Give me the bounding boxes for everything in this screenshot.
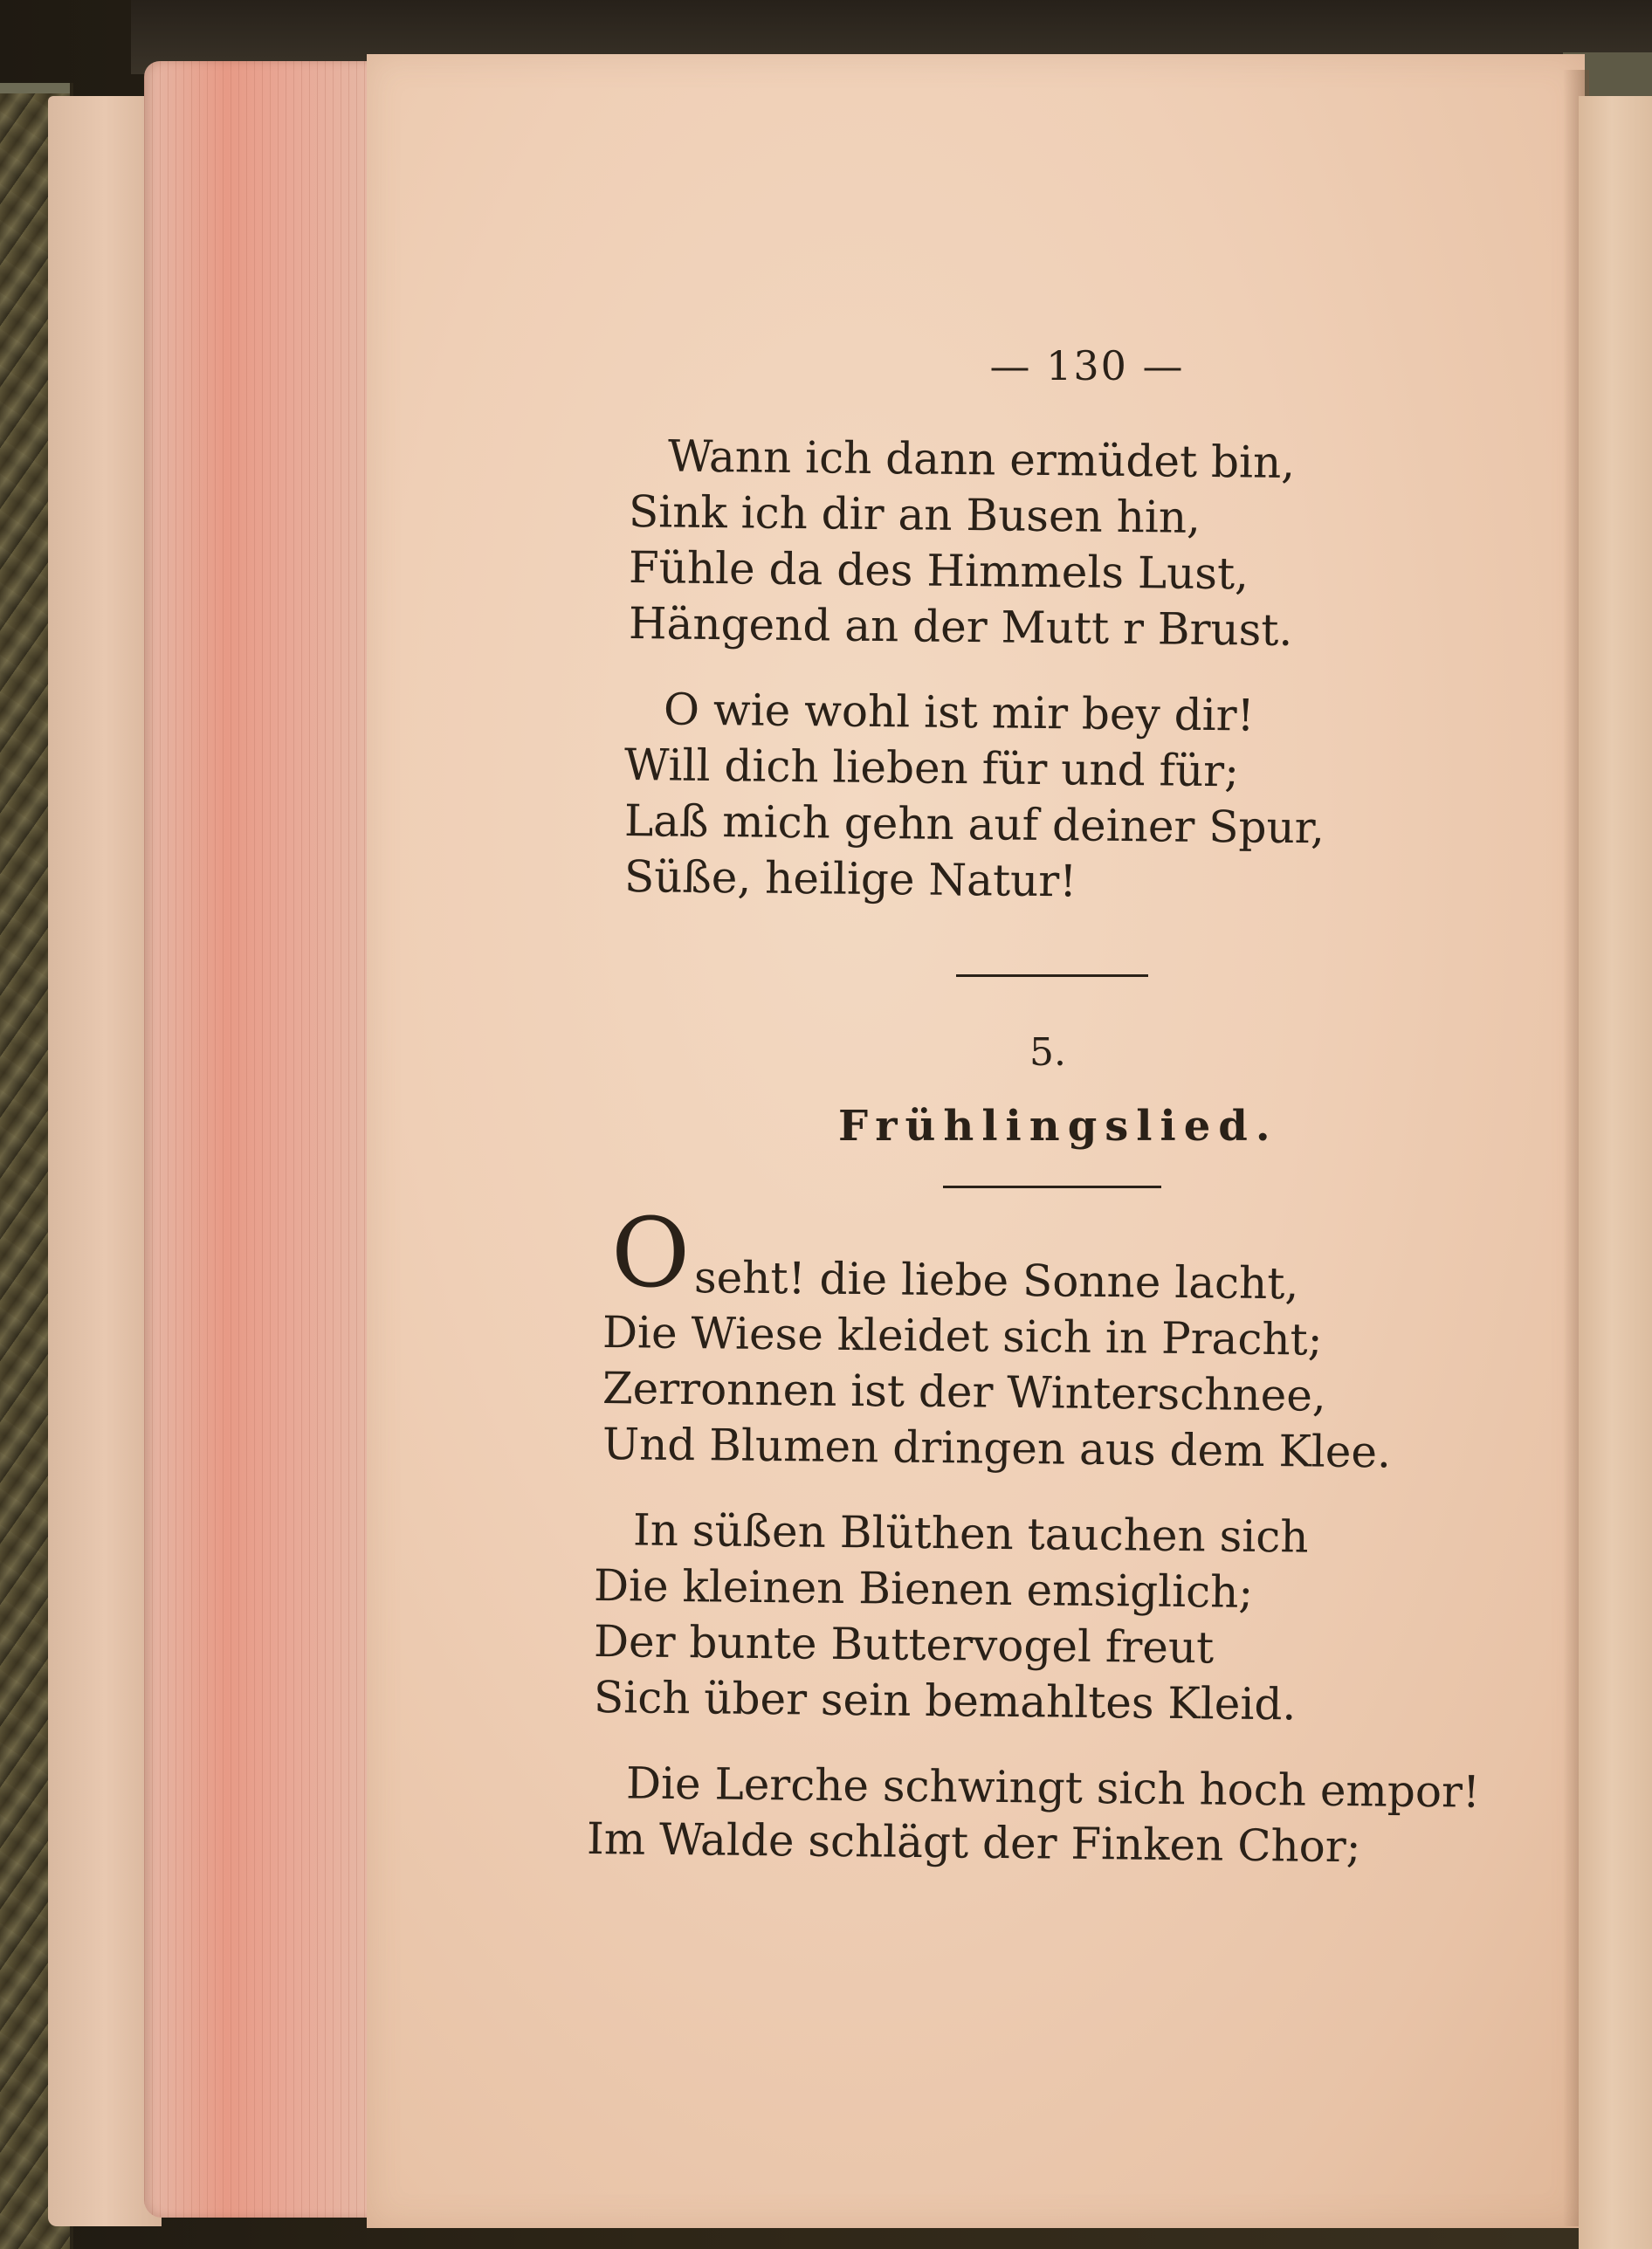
- stanza-fruehling-2: [593, 1502, 1309, 1730]
- page-number: — 130 —: [989, 342, 1185, 389]
- poem-line: Wann ich dann ermüdet bin,: [667, 430, 1296, 488]
- poem-line: seht! die liebe Sonne lacht,: [693, 1252, 1299, 1310]
- poem-title: Frühlingslied.: [838, 1102, 1278, 1151]
- end-rule: [956, 974, 1148, 977]
- stanza-fruehling-1: [602, 1248, 1392, 1478]
- poem-line: Fühle da des Himmels Lust,: [628, 542, 1249, 600]
- poem-line: O wie wohl ist mir bey dir!: [663, 684, 1255, 741]
- poem-line: Und Blumen dringen aus dem Klee.: [602, 1419, 1392, 1478]
- stanza-fruehling-3: [586, 1755, 1481, 1873]
- poem-line: Sink ich dir an Busen hin,: [628, 486, 1201, 543]
- poem-line: Laß mich gehn auf deiner Spur,: [623, 795, 1325, 854]
- poem-line: Im Walde schlägt der Finken Chor;: [586, 1813, 1361, 1873]
- stanza-continuation-1: [628, 428, 1296, 656]
- poem-line: Die Lerche schwingt sich hoch empor!: [625, 1757, 1481, 1818]
- poem-number: 5.: [1029, 1030, 1066, 1075]
- poem-line: Hängend an der Mutt r Brust.: [628, 598, 1293, 656]
- poem-line: Zerronnen ist der Winterschnee,: [602, 1363, 1327, 1421]
- poem-line: Sich über sein bemahltes Kleid.: [593, 1672, 1297, 1730]
- drop-initial: O: [611, 1197, 691, 1309]
- poem-line: Will dich lieben für und für;: [623, 739, 1240, 797]
- poem-line: Die Wiese kleidet sich in Pracht;: [602, 1307, 1323, 1365]
- poem-line: Süße, heilige Natur!: [623, 851, 1077, 907]
- stanza-continuation-2: [623, 681, 1325, 907]
- poem-line: Der bunte Buttervogel freut: [593, 1616, 1215, 1674]
- title-rule: [943, 1186, 1161, 1188]
- poem-line: Die kleinen Bienen emsiglich;: [593, 1560, 1254, 1618]
- poem-line: In süßen Blüthen tauchen sich: [632, 1504, 1309, 1563]
